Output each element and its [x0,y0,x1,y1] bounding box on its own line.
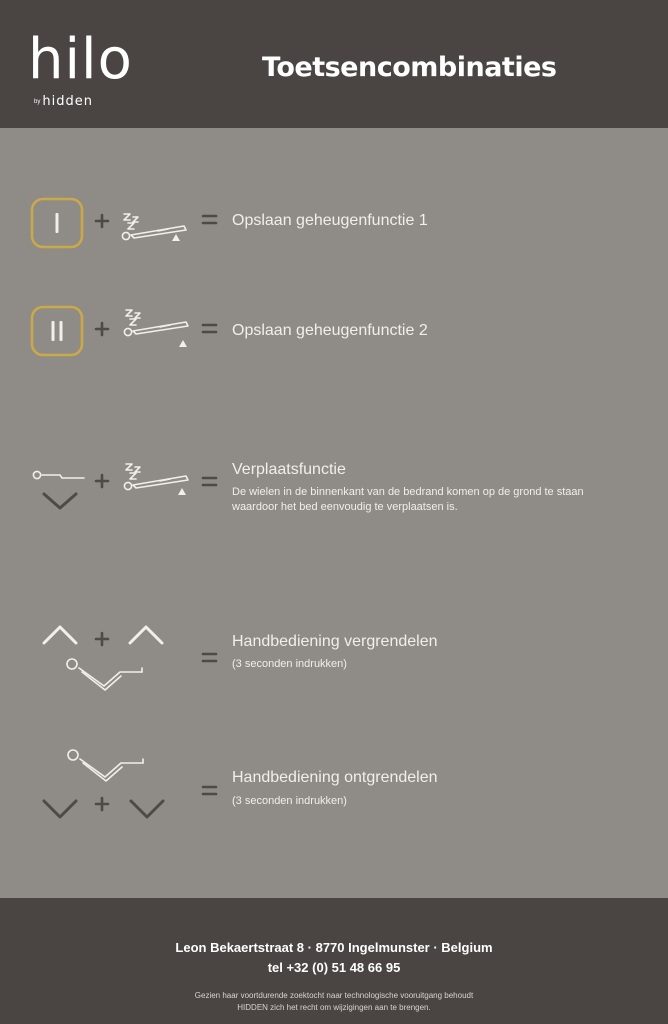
plus-icon [96,323,108,335]
triangle-icon [178,488,186,495]
chevron-down-icon [44,494,76,508]
logo-brand: hidden [42,94,93,109]
equals-icon [203,787,216,794]
memory-2-button-icon [32,307,82,355]
plus-icon [96,633,108,645]
logo-by: by [34,99,41,105]
page-title: Toetsencombinaties [262,52,557,83]
footer-disclaimer-line2: HIDDEN zich het recht om wijzigingen aan te brengen. [237,1003,431,1012]
combination-3-label: Verplaatsfunctie [232,461,346,478]
footer-phone: tel +32 (0) 51 48 66 95 [267,960,401,975]
combination-1-label: Opslaan geheugenfunctie 1 [232,212,428,229]
hilo-logo [28,27,158,114]
triangle-icon [179,340,187,347]
combination-3-description-line2: waardoor het bed eenvoudig te verplaatsen is. [232,501,458,513]
combination-4-note: (3 seconden indrukken) [232,658,347,670]
person-v-position-icon [67,659,142,690]
combinations-panel [0,128,668,898]
plus-icon [96,475,108,487]
chevron-down-icon [131,801,163,817]
person-v-position-icon [68,750,143,781]
triangle-icon [172,234,180,241]
logo-subline [34,94,93,109]
footer [0,898,668,1024]
flat-down-button-icon [33,471,84,478]
header [0,0,668,128]
sleep-flat-position-icon [124,310,188,336]
footer-address: Leon Bekaertstraat 8 · 8770 Ingelmunster · Belgium [175,940,493,955]
memory-1-button-icon [32,199,82,247]
equals-icon [203,478,216,485]
combination-2-label: Opslaan geheugenfunctie 2 [232,322,428,339]
plus-icon [96,798,108,810]
combination-5-note: (3 seconden indrukken) [232,795,347,807]
chevron-up-icon [130,627,162,643]
combination-5-label: Handbediening ontgrendelen [232,769,438,786]
footer-disclaimer [0,990,668,1014]
combination-3-description-line1: De wielen in de binnenkant van de bedrand komen op de grond te staan [232,486,584,498]
footer-disclaimer-line1: Gezien haar voortdurende zoektocht naar technologische vooruitgang behoudt [194,991,474,1000]
combination-4-label: Handbediening vergrendelen [232,633,438,650]
plus-icon [96,215,108,227]
equals-icon [203,654,216,661]
sleep-flat-position-icon [124,464,188,490]
chevron-down-icon [44,801,76,817]
equals-icon [203,325,216,332]
chevron-up-icon [44,627,76,643]
logo-wordmark: hilo [28,27,133,92]
equals-icon [203,216,216,223]
